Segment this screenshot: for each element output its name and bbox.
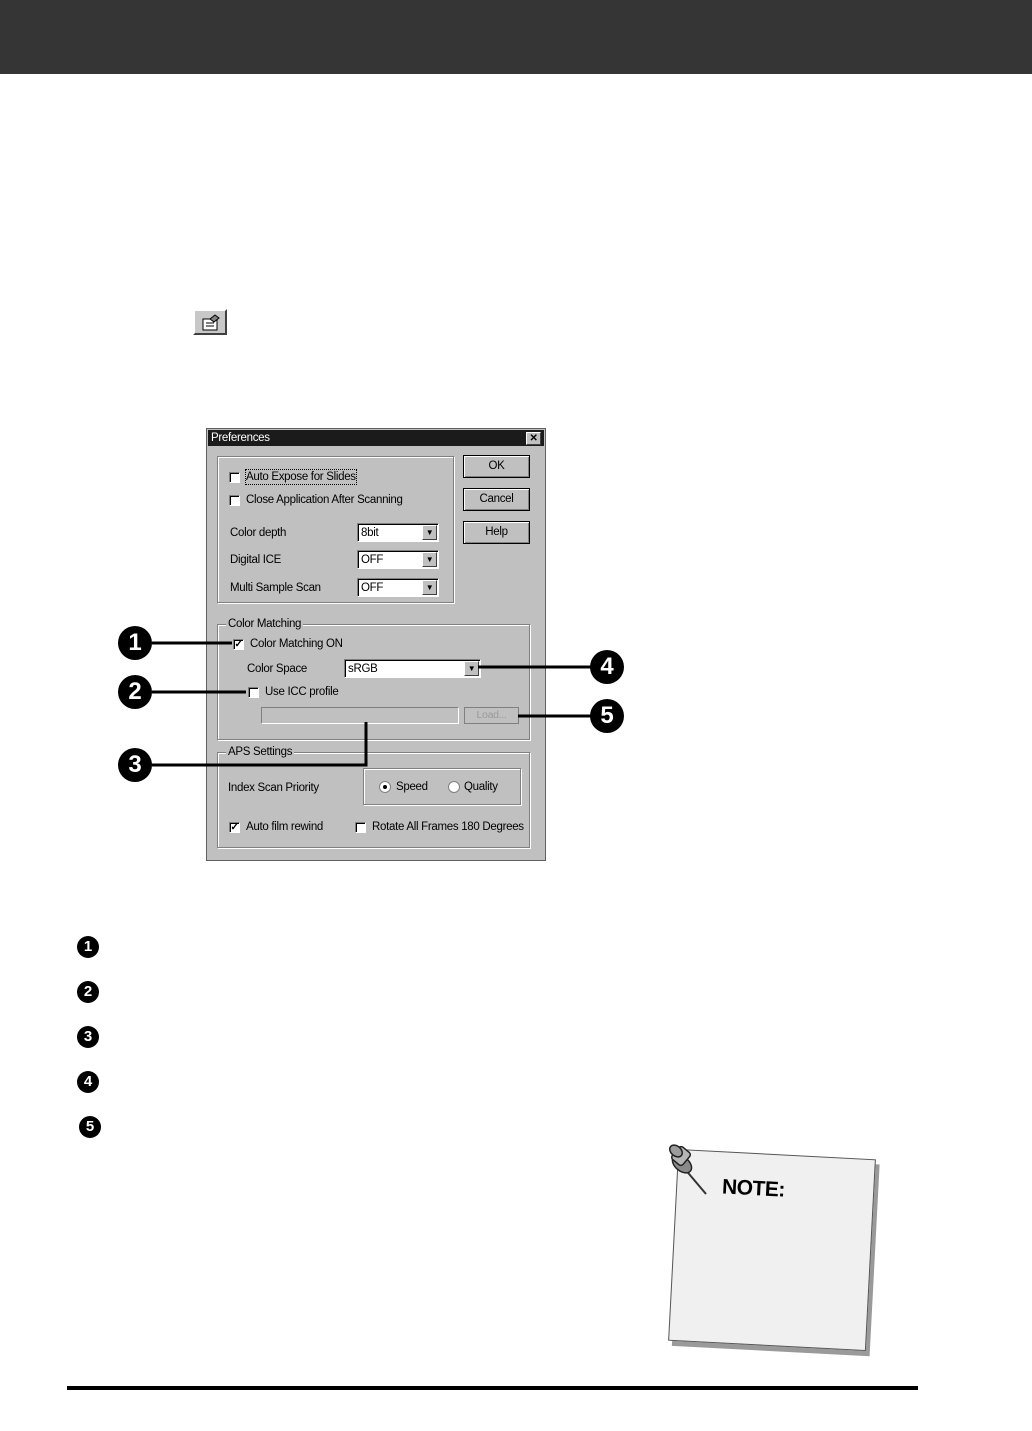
index-scan-priority-label: Index Scan Priority [228, 782, 319, 794]
pushpin-icon [662, 1142, 714, 1203]
auto-expose-label: Auto Expose for Slides [246, 471, 356, 483]
digital-ice-value: OFF [361, 554, 384, 566]
multi-sample-label: Multi Sample Scan [230, 582, 321, 594]
callout-2: 2 [118, 675, 152, 709]
use-icc-label: Use ICC profile [265, 686, 339, 698]
dropdown-arrow-icon[interactable]: ▼ [422, 580, 437, 595]
ok-button[interactable]: OK [463, 455, 530, 478]
callout-5: 5 [590, 699, 624, 733]
dialog-title: Preferences [211, 432, 270, 444]
callout-1: 1 [118, 626, 152, 660]
list-marker-2: 2 [77, 981, 99, 1003]
check-icon: ✓ [234, 639, 243, 650]
rotate-label: Rotate All Frames 180 Degrees [372, 821, 524, 833]
color-matching-label: Color Matching ON [250, 638, 343, 650]
callout-line-3 [152, 722, 366, 765]
load-button: Load... [464, 707, 519, 724]
color-depth-label: Color depth [230, 527, 287, 539]
dropdown-arrow-icon[interactable]: ▼ [464, 661, 479, 676]
auto-rewind-label: Auto film rewind [246, 821, 324, 833]
dropdown-arrow-icon[interactable]: ▼ [422, 552, 437, 567]
callout-4: 4 [590, 650, 624, 684]
cancel-button[interactable]: Cancel [463, 488, 530, 511]
list-marker-3: 3 [77, 1026, 99, 1048]
color-space-label: Color Space [247, 663, 307, 675]
close-app-label: Close Application After Scanning [246, 494, 403, 506]
aps-settings-legend: APS Settings [228, 746, 293, 758]
callout-3: 3 [118, 748, 152, 782]
color-depth-value: 8bit [361, 527, 379, 539]
check-icon: ✓ [230, 822, 239, 833]
bottom-rule [67, 1386, 918, 1390]
digital-ice-label: Digital ICE [230, 554, 282, 566]
list-marker-5: 5 [79, 1116, 101, 1138]
close-icon: ✕ [529, 433, 538, 444]
speed-label: Speed [396, 781, 428, 793]
list-marker-4: 4 [77, 1071, 99, 1093]
note-title: NOTE: [721, 1175, 786, 1202]
dropdown-arrow-icon[interactable]: ▼ [422, 525, 437, 540]
quality-label: Quality [464, 781, 498, 793]
color-space-value: sRGB [348, 663, 378, 675]
help-button[interactable]: Help [463, 521, 530, 544]
color-matching-legend: Color Matching [228, 618, 302, 630]
list-marker-1: 1 [77, 936, 99, 958]
multi-sample-value: OFF [361, 582, 384, 594]
